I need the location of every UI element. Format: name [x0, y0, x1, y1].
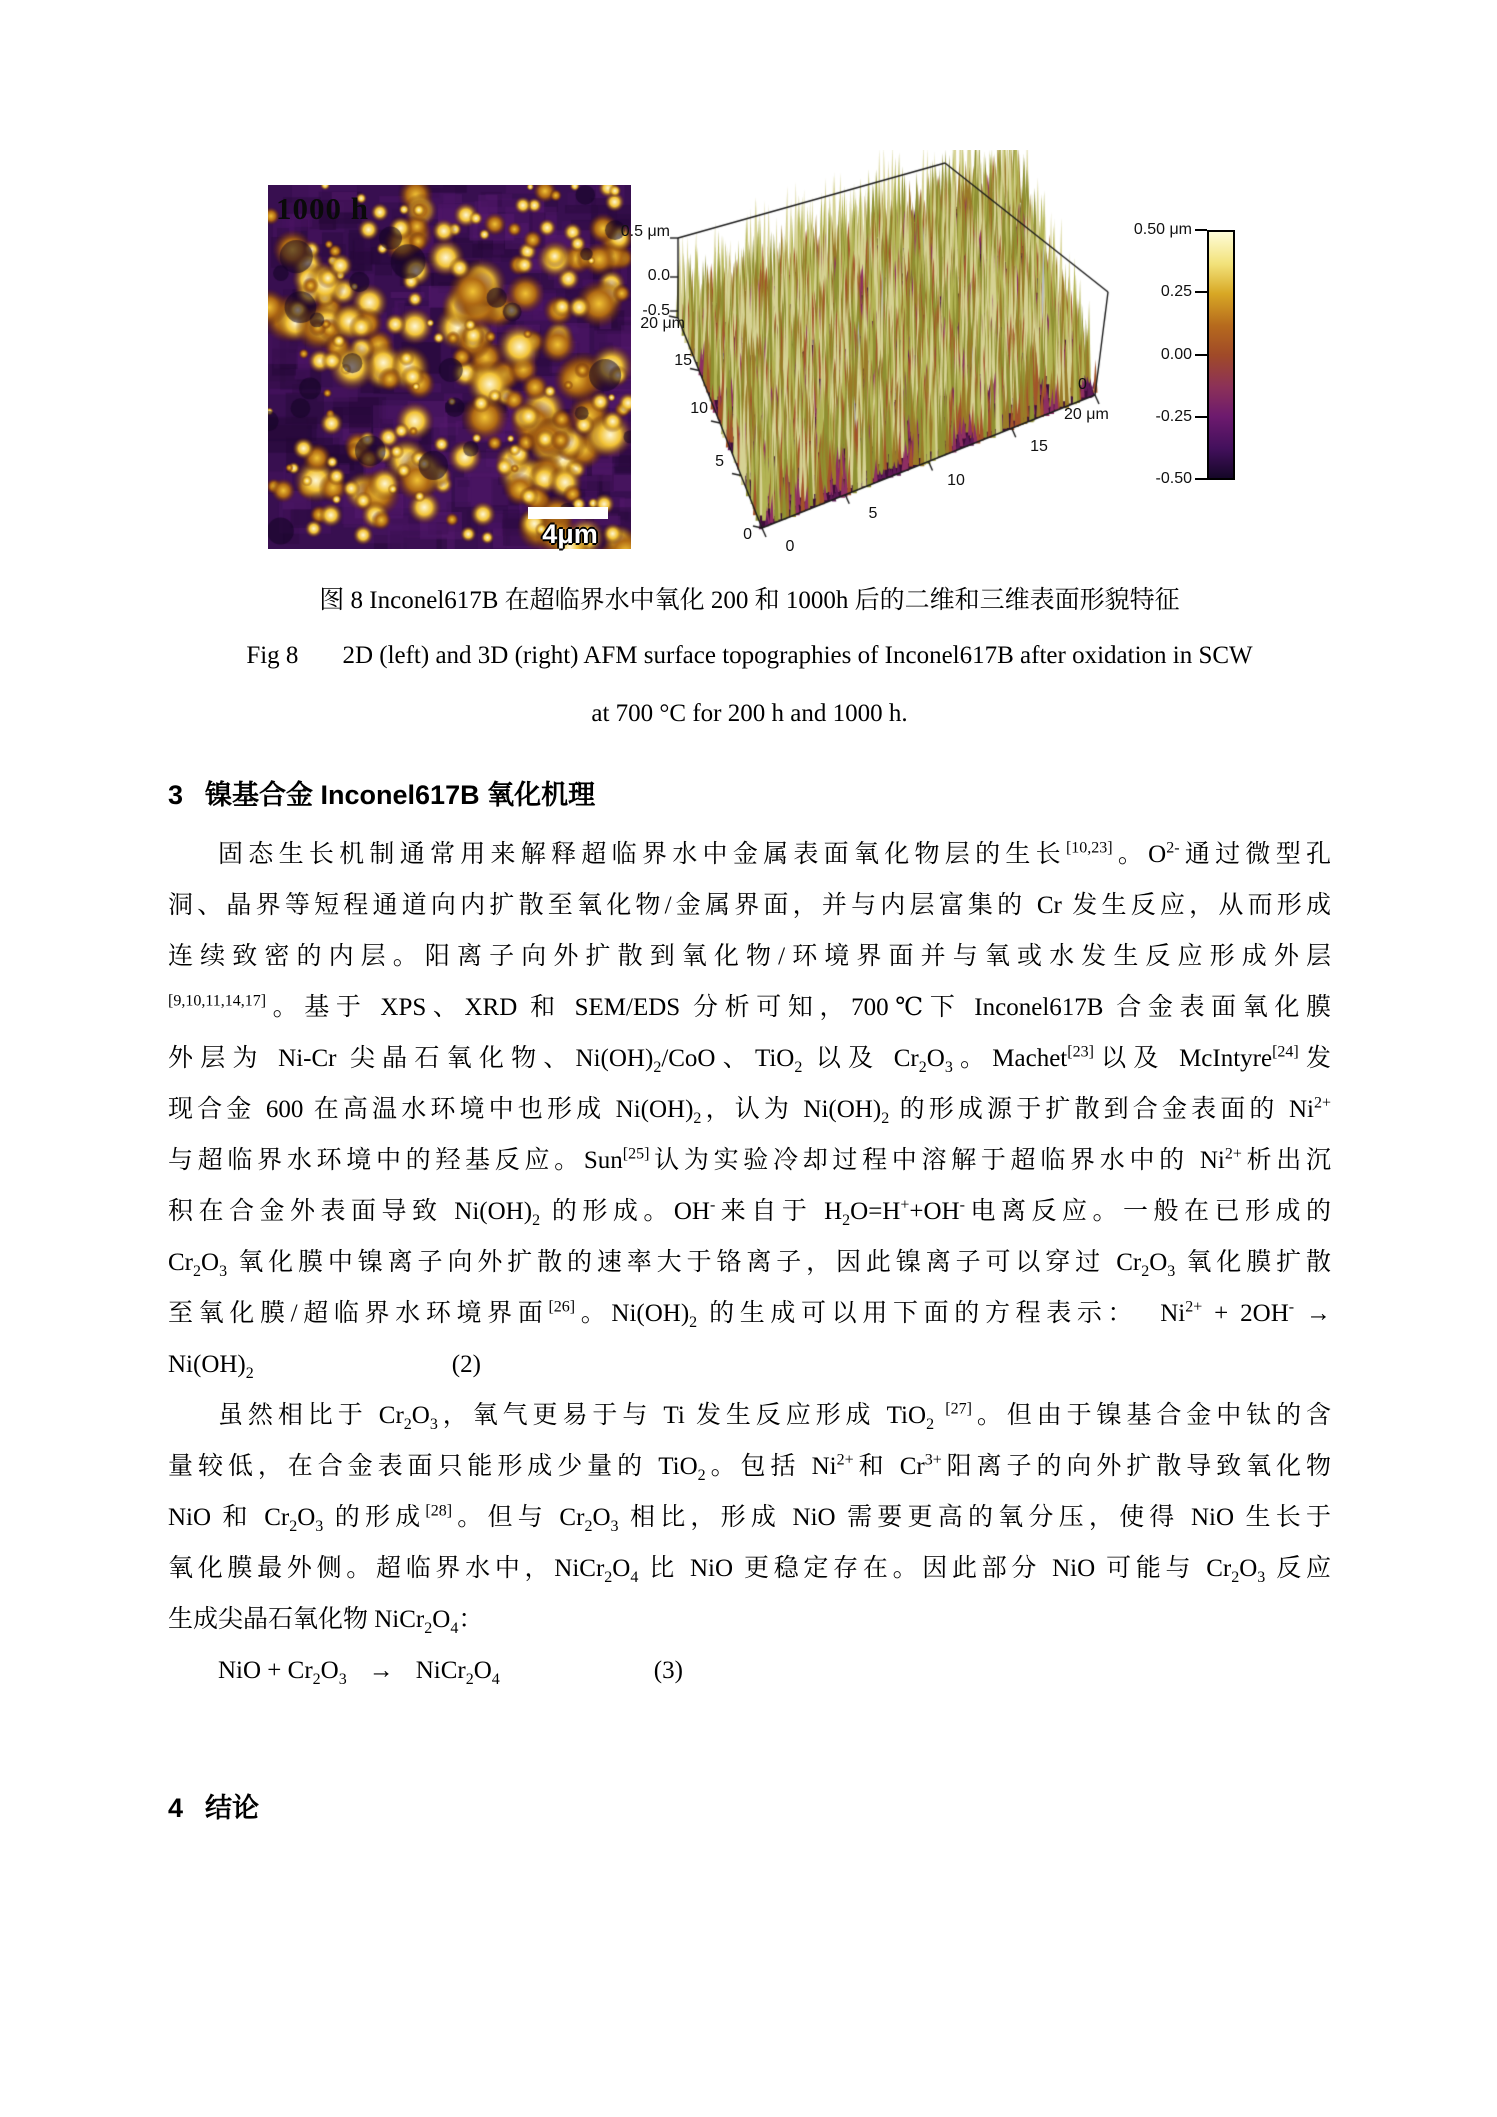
z-axis-tick: 0.0	[647, 267, 670, 284]
body-line: 连续致密的内层。阳离子向外扩散到氧化物/环境界面并与氧或水发生反应形成外层	[168, 943, 1331, 970]
body-line: 生成尖晶石氧化物 $NiCr_2O_4$：	[168, 1606, 484, 1637]
y-axis-tick: 20 μm	[640, 315, 685, 332]
body-line: 固态生长机制通常用来解释超临界水中金属表面氧化物层的生长[10,23]。$O^{2-}$通过微型孔	[218, 839, 1331, 868]
body-line: 量较低，在合金表面只能形成少量的 TiO$_2$。包括 $Ni^{2+}$和 $Cr^{3+}$阳离子的向外扩散导致氧化物	[168, 1451, 1331, 1484]
colorbar-tick-label: 0.50 μm	[1133, 221, 1192, 238]
afm-2d-scalebar	[528, 507, 608, 519]
x-axis-tick: 10	[947, 472, 965, 489]
colorbar-tick-mark	[1195, 291, 1207, 293]
height-colorbar	[1207, 230, 1235, 480]
body-line: [9,10,11,14,17]。基于 XPS、XRD 和 SEM/EDS 分析可知，700℃下 Inconel617B 合金表面氧化膜	[168, 992, 1331, 1021]
body-line: $Ni(OH)_2$ (2)	[168, 1351, 481, 1382]
body-line: 现合金 600 在高温水环境中也形成 $Ni(OH)_2$，认为 $Ni(OH)_2$ 的形成源于扩散到合金表面的 $Ni^{2+}$	[168, 1094, 1331, 1127]
body-line: 外层为 Ni-Cr 尖晶石氧化物、$Ni(OH)_2$/CoO、TiO$_2$ 以及 $Cr_2O_3$。Machet[23]以及 McIntyre[24]发	[168, 1043, 1331, 1076]
afm-2d-scalebar-label: 4μm	[542, 519, 598, 549]
colorbar-tick-mark	[1195, 478, 1207, 480]
afm-3d-surface	[640, 150, 1145, 565]
y-axis-tick: 0	[743, 526, 752, 543]
body-line: 虽然相比于 $Cr_2O_3$，氧气更易于与 Ti 发生反应形成 TiO$_2$ [27]。但由于镍基合金中钛的含	[218, 1400, 1331, 1433]
colorbar-tick-mark	[1195, 229, 1207, 231]
afm-2d-image	[268, 185, 631, 549]
x-axis-tick: 5	[868, 505, 878, 522]
right-axis-tick: 0	[1078, 376, 1087, 393]
x-axis-tick: 15	[1030, 438, 1048, 455]
body-line: 洞、晶界等短程通道向内扩散至氧化物/金属界面，并与内层富集的 Cr 发生反应，从而形成	[168, 892, 1331, 919]
body-line: 至氧化膜/超临界水环境界面[26]。$Ni(OH)_2$ 的生成可以用下面的方程表示： $Ni^{2+} + 2OH^-$ →	[168, 1298, 1331, 1331]
x-axis-tick: 0	[785, 538, 795, 555]
afm-3d-panel	[620, 150, 1145, 565]
body-line: $Cr_2O_3$ 氧化膜中镍离子向外扩散的速率大于铬离子，因此镍离子可以穿过 $Cr_2O_3$ 氧化膜扩散	[168, 1249, 1331, 1280]
afm-2d-time-label: 1000 h	[276, 191, 369, 226]
colorbar-tick-label: 0.00	[1160, 346, 1192, 363]
body-line: 与超临界水环境中的羟基反应。Sun[25]认为实验冷却过程中溶解于超临界水中的 $Ni^{2+}$析出沉	[168, 1145, 1331, 1174]
figure-caption-en-line2: at 700 °C for 200 h and 1000 h.	[591, 700, 908, 727]
figure-caption-zh: 图 8 Inconel617B 在超临界水中氧化 200 和 1000h 后的二维和三维表面形貌特征	[319, 587, 1180, 614]
y-axis-tick: 10	[690, 400, 708, 417]
figure-caption-en-line1: Fig 8 2D (left) and 3D (right) AFM surface topographies of Inconel617B after oxidation in SCW	[246, 642, 1253, 669]
y-axis-tick: 5	[715, 453, 724, 470]
colorbar-tick-label: -0.50	[1155, 470, 1192, 487]
afm-2d-panel	[268, 185, 631, 549]
x-axis-end-tick: 20 μm	[1064, 406, 1109, 423]
y-axis-tick: 15	[674, 352, 692, 369]
body-line: NiO + $Cr_2O_3$ → $NiCr_2O_4$ (3)	[218, 1657, 683, 1688]
colorbar-tick-label: -0.25	[1155, 408, 1192, 425]
colorbar-tick-mark	[1195, 354, 1207, 356]
colorbar-tick-mark	[1195, 416, 1207, 418]
z-axis-tick: -0.5	[642, 302, 670, 319]
section-4-heading: 4 结论	[168, 1793, 260, 1823]
section-3-body	[168, 829, 1331, 1696]
colorbar-tick-label: 0.25	[1160, 283, 1192, 300]
body-line: NiO 和 $Cr_2O_3$ 的形成[28]。但与 $Cr_2O_3$ 相比，形成 NiO 需要更高的氧分压，使得 NiO 生长于	[168, 1502, 1331, 1535]
body-line: 氧化膜最外侧。超临界水中，$NiCr_2O_4$ 比 NiO 更稳定存在。因此部分 NiO 可能与 $Cr_2O_3$ 反应	[168, 1555, 1331, 1586]
body-line: 积在合金外表面导致 $Ni(OH)_2$ 的形成。OH-来自于 $H_2O=H^++OH^-$电离反应。一般在已形成的	[168, 1196, 1332, 1229]
z-axis-tick: 0.5 μm	[620, 223, 670, 240]
section-3-heading: 3 镍基合金 Inconel617B 氧化机理	[168, 780, 596, 810]
